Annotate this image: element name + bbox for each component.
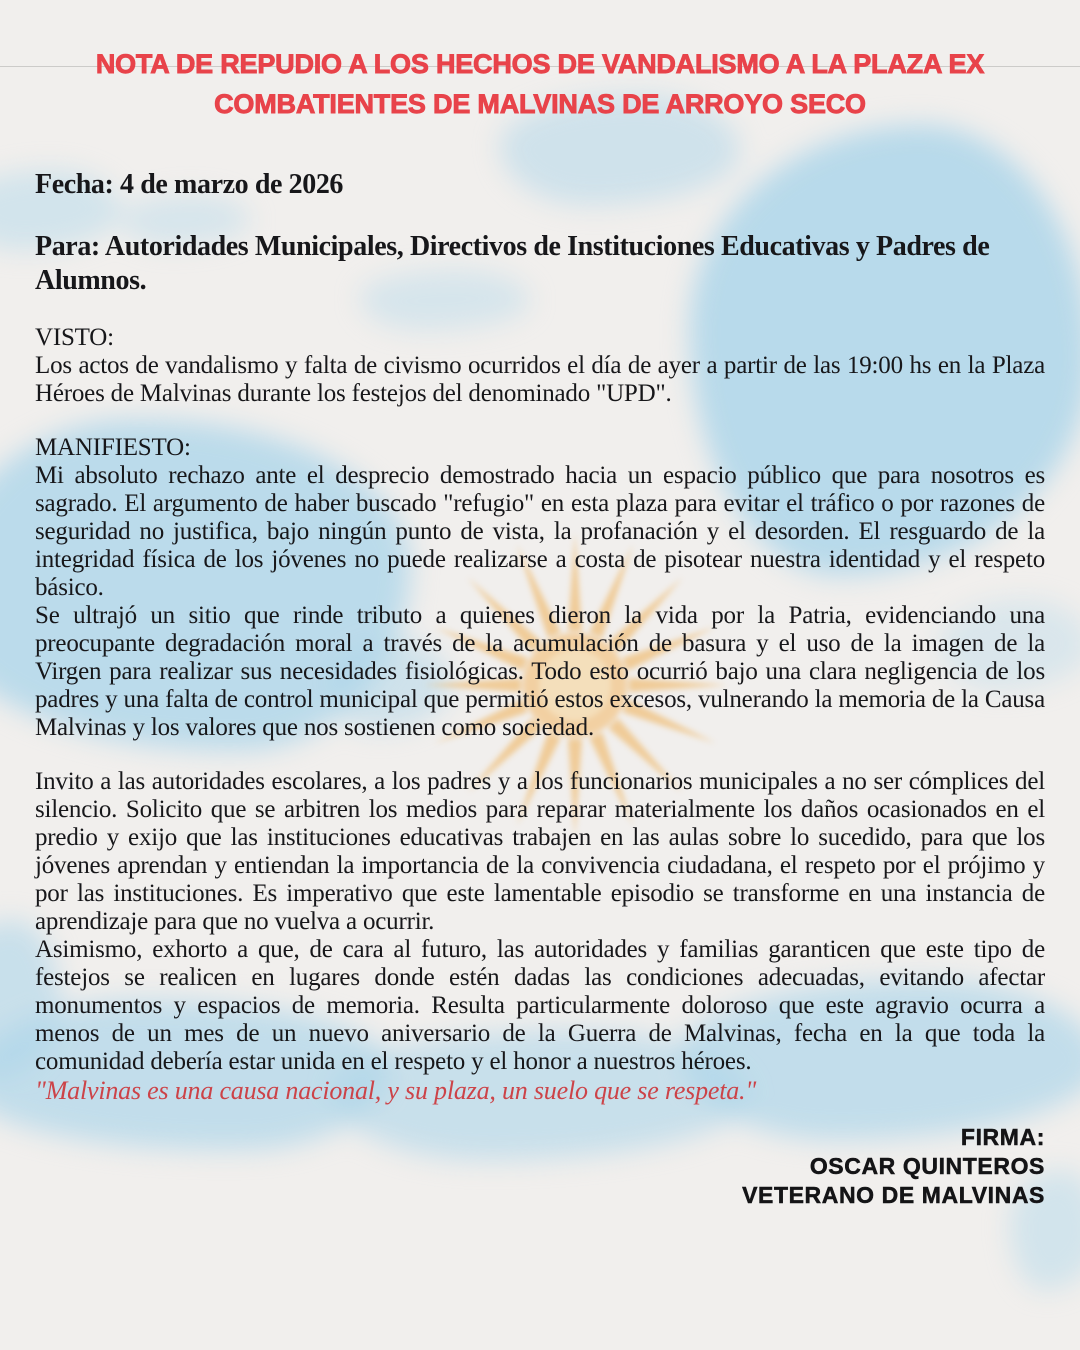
title-line-1: NOTA DE REPUDIO A LOS HECHOS DE VANDALISMO A LA PLAZA EX [95,49,985,79]
closing-quote: "Malvinas es una causa nacional, y su plaza, un suelo que se respeta." [35,1076,757,1105]
appeal-paragraph: Asimismo, exhorto a que, de cara al futuro, las autoridades y familias garanticen que este tipo de festejos se realicen en lugares donde estén dadas las condiciones adecuadas, evitando afectar monumentos y espacios de memoria. Resulta particularmente doloroso que este agravio ocurra a menos de un mes de un nuevo aniversario de la Guerra de Malvinas, fecha en la que toda la comunidad debería estar unida en el respeto y el honor a nuestros héroes. [35,936,1045,1075]
signature-block [35,1123,1045,1210]
recipients-line: Para: Autoridades Municipales, Directivos de Instituciones Educativas y Padres de Alumnos. [35,231,990,296]
signature-role: VETERANO DE MALVINAS [742,1182,1045,1208]
manifiesto-heading: MANIFIESTO: [35,434,191,461]
manifiesto-paragraph: Mi absoluto rechazo ante el desprecio demostrado hacia un espacio público que para nosotros es sagrado. El argumento de haber buscado "refugio" en esta plaza para evitar el tráfico o por razones de seguridad no justifica, bajo ningún punto de vista, la profanación y el desorden. El resguardo de la integridad física de los jóvenes no puede realizarse a costa de pisotear nuestra identidad y el respeto básico. [35,462,1045,601]
appeal-paragraph: Invito a las autoridades escolares, a los padres y a los funcionarios municipales a no ser cómplices del silencio. Solicito que se arbitren los medios para reparar materialmente los daños ocasionados en el predio y exijo que las instituciones educativas trabajen en las aulas sobre lo sucedido, para que los jóvenes aprendan y entiendan la importancia de la convivencia ciudadana, el respeto por el prójimo y por las instituciones. Es imperativo que este lamentable episodio se transforme en una instancia de aprendizaje para que no vuelva a ocurrir. [35,768,1045,935]
signature-name: OSCAR QUINTEROS [809,1153,1045,1179]
manifiesto-paragraph: Se ultrajó un sitio que rinde tributo a quienes dieron la vida por la Patria, evidenciando una preocupante degradación moral a través de la acumulación de basura y el uso de la imagen de la Virgen para realizar sus necesidades fisiológicas. Todo esto ocurrió bajo una clara negligencia de los padres y una falta de control municipal que permitió estos excesos, vulnerando la memoria de la Causa Malvinas y los valores que nos sostienen como sociedad. [35,602,1045,741]
date-line: Fecha: 4 de marzo de 2026 [35,169,344,200]
page-title [35,44,1045,124]
letter-content [35,0,1045,1210]
visto-body: Los actos de vandalismo y falta de civismo ocurridos el día de ayer a partir de las 19:00 hs en la Plaza Héroes de Malvinas durante los festejos del denominado "UPD". [35,352,1045,407]
signature-label: FIRMA: [960,1124,1045,1150]
visto-heading: VISTO: [35,324,114,351]
title-line-2: COMBATIENTES DE MALVINAS DE ARROYO SECO [214,89,866,119]
